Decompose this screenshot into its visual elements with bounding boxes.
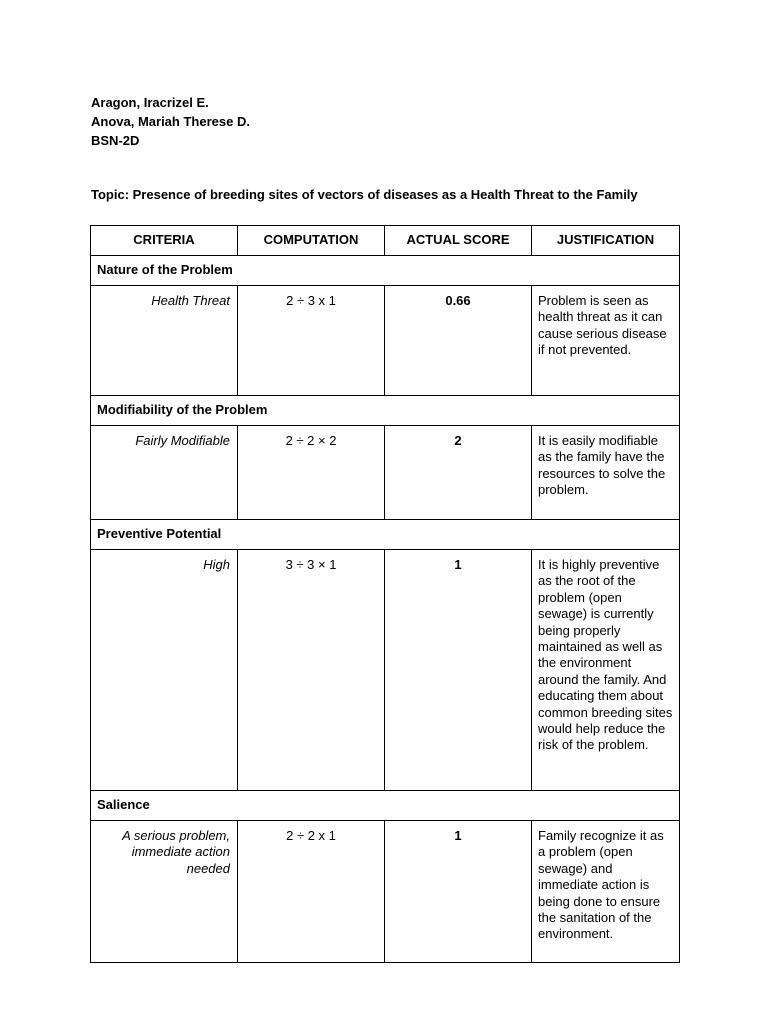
section-title: Nature of the Problem bbox=[91, 256, 680, 286]
score-cell: 1 bbox=[385, 821, 532, 963]
header-actual-score: ACTUAL SCORE bbox=[385, 226, 532, 256]
justification-cell: Family recognize it as a problem (open sewage) and immediate action is being done to ensure the sanitation of the environment. bbox=[532, 821, 680, 963]
justification-cell: Problem is seen as health threat as it can cause serious disease if not prevented. bbox=[532, 286, 680, 396]
section-row bbox=[91, 396, 680, 426]
header-justification: JUSTIFICATION bbox=[532, 226, 680, 256]
criteria-cell: High bbox=[91, 550, 238, 791]
section-row bbox=[91, 520, 680, 550]
prioritization-table bbox=[90, 225, 680, 963]
score-cell: 1 bbox=[385, 550, 532, 791]
table-row bbox=[91, 286, 680, 396]
topic-heading: Topic: Presence of breeding sites of vectors of diseases as a Health Threat to the Family bbox=[91, 187, 638, 202]
criteria-cell: A serious problem, immediate action needed bbox=[91, 821, 238, 963]
score-cell: 2 bbox=[385, 426, 532, 520]
section-title: Modifiability of the Problem bbox=[91, 396, 680, 426]
author-name: Aragon, Iracrizel E. bbox=[91, 95, 209, 110]
header-criteria: CRITERIA bbox=[91, 226, 238, 256]
table-header-row bbox=[91, 226, 680, 256]
computation-cell: 2 ÷ 2 × 2 bbox=[238, 426, 385, 520]
section-title: Salience bbox=[91, 791, 680, 821]
section-label: BSN-2D bbox=[91, 133, 140, 148]
score-cell: 0.66 bbox=[385, 286, 532, 396]
computation-cell: 2 ÷ 3 x 1 bbox=[238, 286, 385, 396]
header-computation: COMPUTATION bbox=[238, 226, 385, 256]
author-name: Anova, Mariah Therese D. bbox=[91, 114, 250, 129]
justification-cell: It is highly preventive as the root of the problem (open sewage) is currently being properly maintained as well as the environment around the family. And educating them about common breeding sites would help reduce the risk of the problem. bbox=[532, 550, 680, 791]
criteria-cell: Fairly Modifiable bbox=[91, 426, 238, 520]
computation-cell: 3 ÷ 3 × 1 bbox=[238, 550, 385, 791]
justification-cell: It is easily modifiable as the family have the resources to solve the problem. bbox=[532, 426, 680, 520]
author-block bbox=[91, 93, 250, 150]
table-row bbox=[91, 426, 680, 520]
section-title: Preventive Potential bbox=[91, 520, 680, 550]
table-row bbox=[91, 821, 680, 963]
criteria-cell: Health Threat bbox=[91, 286, 238, 396]
section-row bbox=[91, 256, 680, 286]
section-row bbox=[91, 791, 680, 821]
computation-cell: 2 ÷ 2 x 1 bbox=[238, 821, 385, 963]
table-row bbox=[91, 550, 680, 791]
